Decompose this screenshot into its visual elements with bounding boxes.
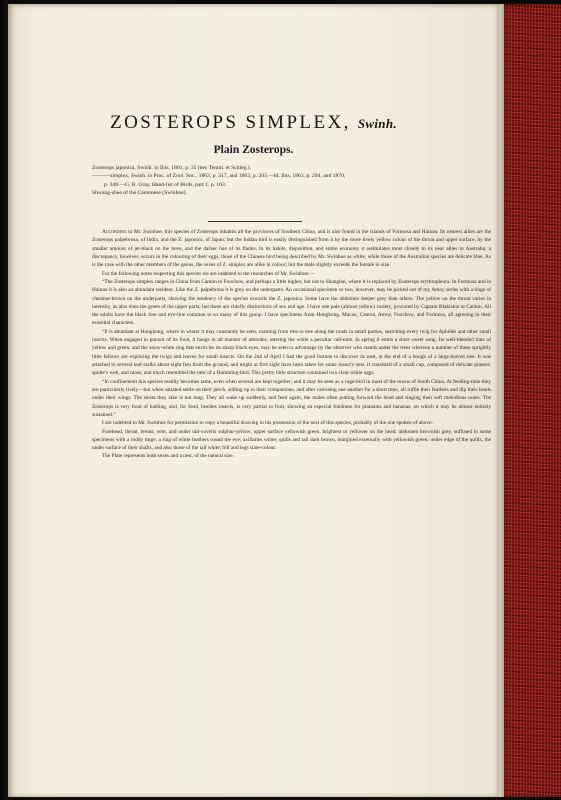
species-authority: Swinh. (357, 116, 397, 131)
book-page (8, 4, 499, 798)
common-name: Plain Zosterops. (213, 144, 294, 156)
body-paragraph: “The Zosterops simplex ranges in China from Canton to Foochow, and perhaps a little higher, but not to Shanghai, where it is replaced by Zosterops erythropleura. In Formosa and in Hainan it is also an abundant resident. Like the Z. palpebrosa it is grey on the underparts. An occasional specimen or two, however, may be picked out of my Amoy series with a tinge of chestnut-brown on the underparts, showing the tendency of the species towards the Z. japonica. Some have the abdomen deeper grey than others. The yellow on the throat varies in intensity, as also does the green of the upper parts; but these are chiefly distinctions of sex and age. I have one pale (almost yellow) variety, procured by Captain Blakiston at Canton. All the adults have the black lore and eye-line common to so many of this group. I have specimens from Hongkong, Macao, Canton, Amoy, Foochow, and Formosa, all agreeing in their essential characters. (92, 278, 491, 327)
synonymy-block (92, 164, 492, 198)
species-account (92, 228, 491, 461)
synonymy-line: Zosterops japonica, Swinh. in Ibis, 1861, p. 35 (nec Temm. et Schleg.). (92, 165, 252, 171)
section-divider (208, 221, 302, 222)
body-paragraph (92, 228, 491, 270)
body-paragraph: I am indebted to Mr. Swinhoe for permission to copy a beautiful drawing in his possession of the nest of this species, probably of the one spoken of above. (102, 420, 433, 427)
body-paragraph: “In confinement this species readily becomes tame, even when several are kept together; and it may be seen as a cage-bird in most of the towns of South China. At feeding-time they are particularly lively—but when satiated settle on their perch, sidling up to their companions; and after caressing one another for a short time, all ruffle their feathers and dip their heads under their wings. The siesta they take is not long. They all wake up suddenly, and feed again, the males often putting forward the head and singing their soft melodious notes. The Zosterops is very fond of bathing, and, for food, besides insects, is very partial to fruit, showing an especial fondness for plantains and bananas, on which it may be almost entirely sustained.” (92, 378, 491, 418)
body-paragraph: For the following notes respecting this species we are indebted to the researches of Mr. Swinhoe:— (102, 270, 315, 277)
body-paragraph: The Plate represents both sexes and a nest, of the natural size. (102, 453, 234, 460)
body-paragraph: Forehead, throat, breast, vent, and under tail-coverts sulphur-yellow; upper surface yellowish green, brightest or yellower on the head; abdomen brownish grey, suffused in some specimens with a ruddy tinge; a ring of white feathers round the eye; axillaries white; quills and tail dark brown, margined externally with yellowish green; under edge of the quills, the under surface of their shafts, and also those of the tail white; bill and legs slate-colour. (92, 428, 491, 452)
species-title (8, 112, 499, 134)
book-spine-shadow (0, 0, 8, 800)
marbled-page-edge (499, 4, 561, 798)
opening-word: According (102, 229, 127, 235)
paragraph-text: to Mr. Swinhoe, this species of Zosterops inhabits all the provinces of Southern China, and is also found in the islands of Formosa and Hainan. Its nearest allies are the Zosterops palpebrosa, of India, and the Z. japonica, of Japan; but the Indian bird is easily distinguished from it by the more lively yellow colour of the throat and upper surface, by the smaller amount of jet-black on the lores, and the darker hue of its flanks. In its habits, disposition, and entire economy it assimilates most closely to its near allies in Australia; a discrepancy, however, occurs in the colouring of their eggs, those of the Chinese bird being described by Mr. Swinhoe as white, while those of the Australian species are delicate blue. As is the case with the other members of the genus, the sexes of Z. simplex are alike in colour; but the male slightly exceeds the female in size. (92, 229, 491, 269)
synonymy-line: ——— simplex, Swinh. in Proc. of Zool. Soc., 1862, p. 317, and 1863, p. 203.—Id. Ibis, 1863, p. 294, and 1870, (92, 173, 346, 180)
synonymy-line: p. 348.—G. R. Gray, Hand-list of Birds, part 1. p. 163. (104, 181, 227, 188)
body-paragraph: “It is abundant at Hongkong, where in winter it may constantly be seen, roaming from tree to tree along the roads in small parties, searching every twig for Aphides and other small insects. When engaged in pursuit of its food, it hangs in all manner of attitudes, uttering the while a peculiar call-note. In spring it emits a short sweet song. Its well-blended tints of yellow and green, and the snow-white ring that encircles its sharp black eyes, may be seen to advantage by the observer who stands under the trees whereon a number of these sprightly little fellows are exploring the twigs and leaves for small insects. On the 2nd of April I had the good fortune to discover its nest, at the end of a bough of a large-leaved tree. It was attached to several leaf-stalks about eight feet from the ground, and might at first sight have been taken for some insect's nest. It consisted of a small cup, composed of delicate grasses, spider's web, and moss, and much resembled the nest of a Humming-bird. This pretty little structure contained two clear-white eggs. (92, 328, 491, 377)
page-edge-shadow (499, 4, 504, 798)
species-name: ZOSTEROPS SIMPLEX, (110, 112, 351, 133)
synonymy-line: Shwang-shee of the Cantonese (Swinhoe). (92, 190, 187, 197)
